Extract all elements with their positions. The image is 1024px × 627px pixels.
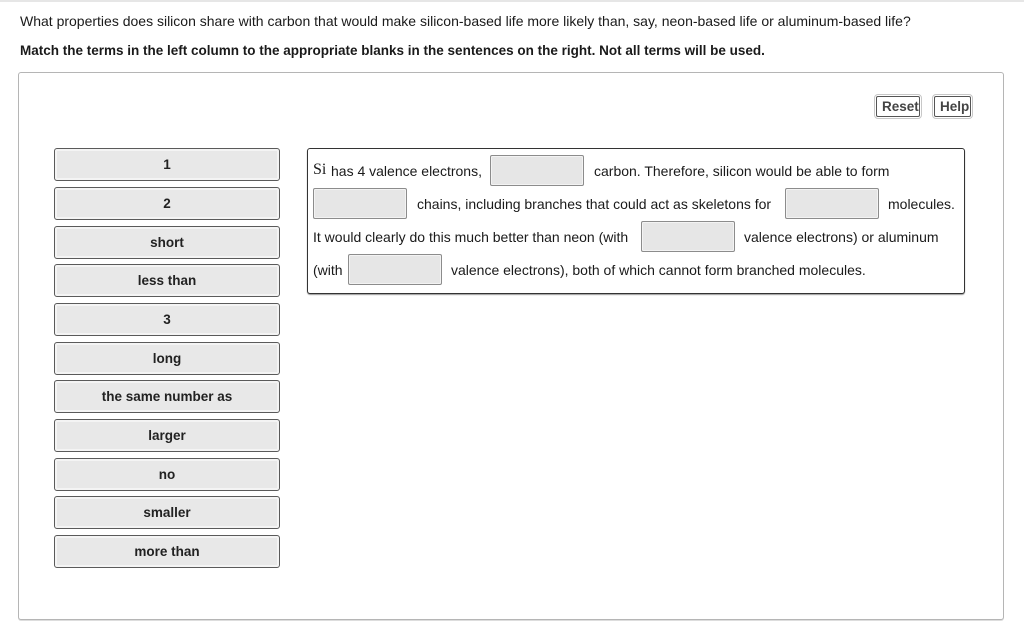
- blank-drop-target-3[interactable]: [785, 188, 879, 219]
- question-text: What properties does silicon share with carbon that would make silicon-based life more likely than, say, neon-based life or aluminum-based life?: [20, 13, 911, 29]
- term-tile[interactable]: more than: [54, 535, 280, 568]
- sentence-text: chains, including branches that could act as skeletons for: [417, 196, 772, 212]
- top-divider: [0, 0, 1024, 2]
- blank-drop-target-5[interactable]: [348, 254, 442, 285]
- blank-drop-target-4[interactable]: [641, 221, 735, 252]
- term-tile[interactable]: short: [54, 226, 280, 259]
- term-tile[interactable]: less than: [54, 264, 280, 297]
- sentence-text: carbon. Therefore, silicon would be able to form: [594, 163, 890, 179]
- sentence-text: valence electrons) or aluminum: [744, 229, 939, 245]
- instruction-text: Match the terms in the left column to the appropriate blanks in the sentences on the right. Not all terms will be used.: [20, 43, 765, 58]
- sentence-text: molecules.: [888, 196, 955, 212]
- silicon-symbol: Si: [313, 161, 327, 178]
- help-button[interactable]: Help: [934, 96, 971, 117]
- blank-drop-target-1[interactable]: [490, 155, 584, 186]
- reset-button[interactable]: Reset: [876, 96, 920, 117]
- term-tile[interactable]: long: [54, 342, 280, 375]
- sentence-text: has 4 valence electrons,: [331, 163, 482, 179]
- term-tile[interactable]: the same number as: [54, 380, 280, 413]
- term-tile[interactable]: 3: [54, 303, 280, 336]
- term-tile[interactable]: larger: [54, 419, 280, 452]
- sentence-text: (with: [313, 262, 343, 278]
- term-tile[interactable]: smaller: [54, 496, 280, 529]
- term-tile[interactable]: 1: [54, 148, 280, 181]
- sentence-text: valence electrons), both of which cannot form branched molecules.: [451, 262, 866, 278]
- term-tile[interactable]: no: [54, 458, 280, 491]
- term-tile[interactable]: 2: [54, 187, 280, 220]
- blank-drop-target-2[interactable]: [313, 188, 407, 219]
- sentence-text: It would clearly do this much better than neon (with: [313, 229, 629, 245]
